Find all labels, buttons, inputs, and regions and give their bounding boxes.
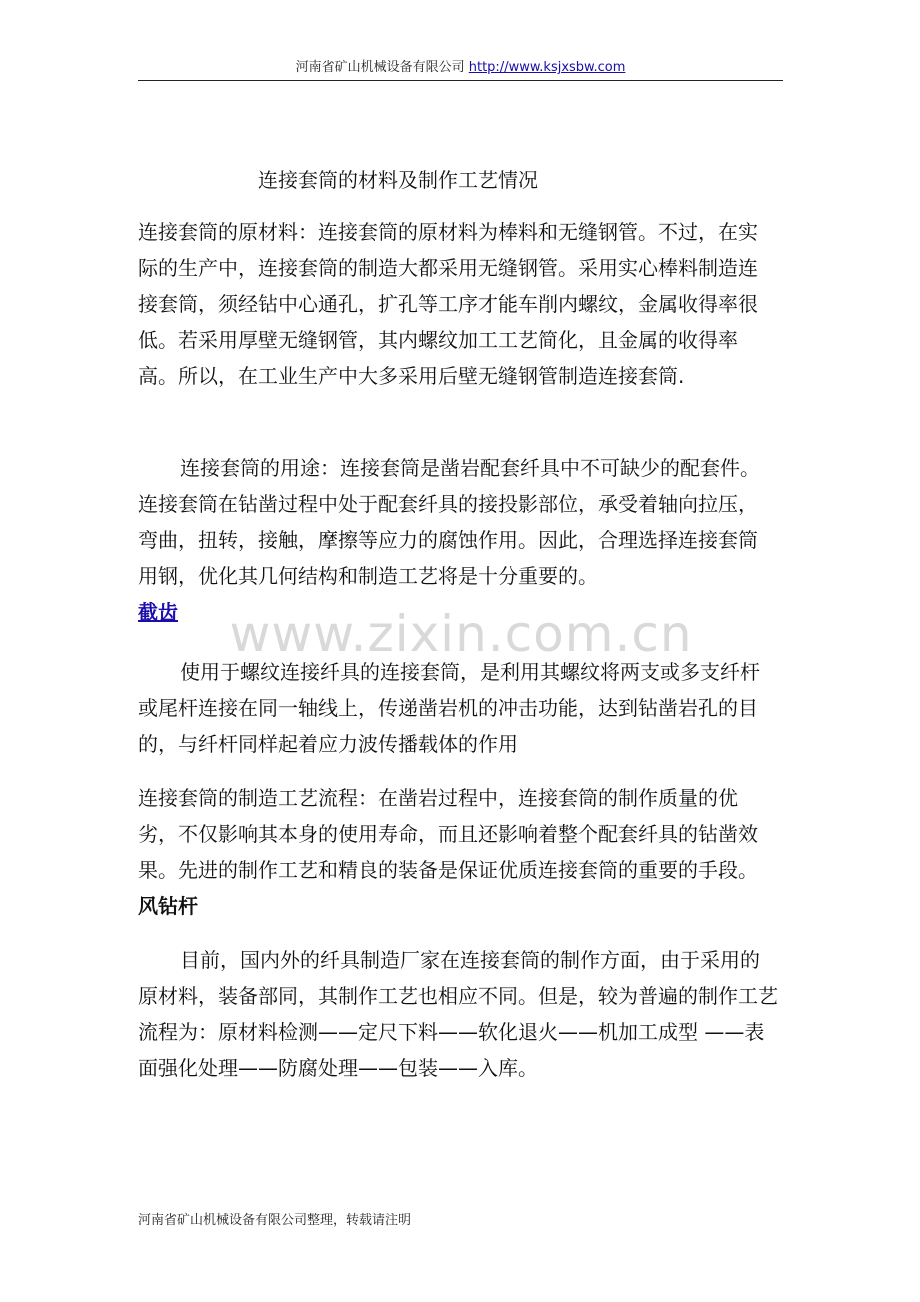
header-company-name: 河南省矿山机械设备有限公司 <box>295 60 465 75</box>
paragraph-raw-materials: 连接套筒的原材料：连接套筒的原材料为棒料和无缝钢管。不过，在实际的生产中，连接套筒的制造大都采用无缝钢管。采用实心棒料制造连接套筒，须经钻中心通孔，扩孔等工序才能车削内螺纹，金属收得率很低。若采用厚壁无缝钢管，其内螺纹加工工艺简化，且金属的收得率高。所以，在工业生产中大多采用后壁无缝钢管制造连接套筒. <box>138 220 758 388</box>
header-website-link[interactable]: http://www.ksjxsbw.com <box>468 60 626 75</box>
paragraph-process-text: 连接套筒的制造工艺流程：在凿岩过程中，连接套筒的制作质量的优劣，不仅影响其本身的使用寿命，而且还影响着整个配套纤具的钻凿效果。先进的制作工艺和精良的装备是保证优质连接套筒的重要的手段。 <box>138 786 758 882</box>
paragraph-threaded-connection: 使用于螺纹连接纤具的连接套筒，是利用其螺纹将两支或多支纤杆或尾杆连接在同一轴线上，传递凿岩机的冲击功能，达到钻凿岩孔的目的，与纤杆同样起着应力波传播载体的作用 <box>138 660 760 756</box>
paragraph-usage-text: 连接套筒的用途：连接套筒是凿岩配套纤具中不可缺少的配套件。连接套筒在钻凿过程中处于配套纤具的接投影部位，承受着轴向拉压，弯曲，扭转，接触，摩擦等应力的腐蚀作用。因此，合理选择连接套筒用钢，优化其几何结构和制造工艺将是十分重要的。 <box>138 456 760 588</box>
paragraph-usage <box>138 450 772 630</box>
paragraph-manufacturing-process <box>138 780 772 924</box>
page-footer: 河南省矿山机械设备有限公司整理，转载请注明 <box>138 1213 412 1228</box>
page-header <box>138 59 783 81</box>
document-title: 连接套筒的材料及制作工艺情况 <box>258 168 538 192</box>
paragraph-process-flow: 目前，国内外的纤具制造厂家在连接套筒的制作方面，由于采用的原材料，装备部同，其制作工艺也相应不同。但是，较为普遍的制作工艺流程为：原材料检测——定尺下料——软化退火——机加工成型 ——表面强化处理——防腐处理——包装——入库。 <box>138 948 778 1080</box>
bold-keyword-fengzuangan: 风钻杆 <box>138 894 198 918</box>
link-jiechi[interactable]: 截齿 <box>138 600 178 624</box>
watermark: www.zixin.com.cn <box>229 605 693 663</box>
